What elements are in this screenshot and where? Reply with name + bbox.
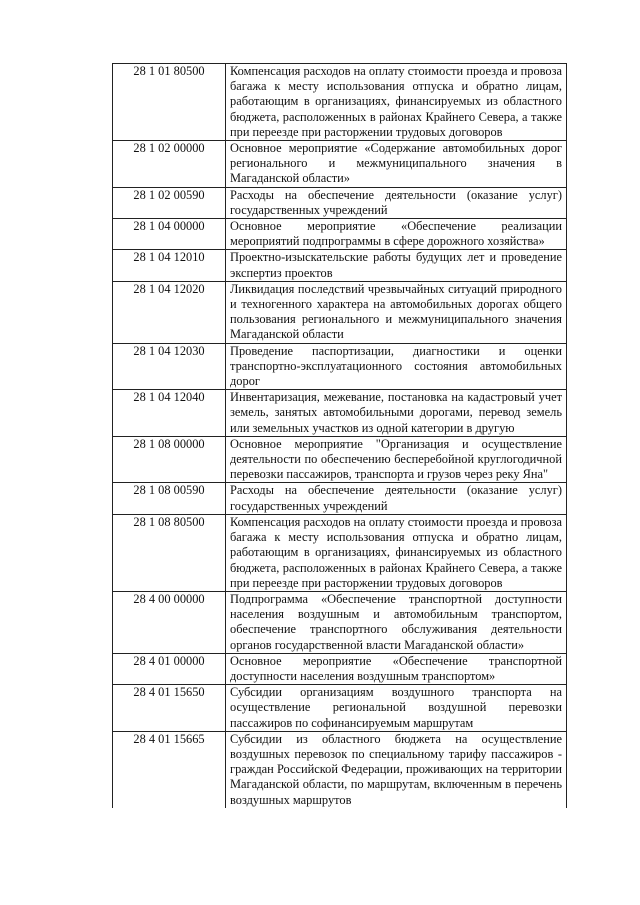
table-row xyxy=(113,514,567,591)
description-cell: Субсидии организациям воздушного транспорта на осуществление региональной воздушной перевозки пассажиров по софинансируемым маршрутам xyxy=(226,685,567,732)
table-row xyxy=(113,731,567,808)
description-cell: Основное мероприятие «Обеспечение реализации мероприятий подпрограммы в сфере дорожного хозяйства» xyxy=(226,219,567,250)
code-cell: 28 1 08 80500 xyxy=(113,514,226,591)
budget-code-table xyxy=(112,63,567,808)
description-cell: Основное мероприятие "Организация и осуществление деятельности по обеспечению бесперебойной круглогодичной перевозки пассажиров, транспорта и грузов через реку Яна" xyxy=(226,436,567,483)
description-cell: Расходы на обеспечение деятельности (оказание услуг) государственных учреждений xyxy=(226,187,567,218)
table-row xyxy=(113,343,567,390)
table-body xyxy=(113,64,567,808)
table-row xyxy=(113,141,567,188)
description-cell: Ликвидация последствий чрезвычайных ситуаций природного и техногенного характера на автомобильных дорогах общего пользования регионального и межмуниципального значения Магаданской области xyxy=(226,281,567,343)
code-cell: 28 1 08 00590 xyxy=(113,483,226,514)
code-cell: 28 4 00 00000 xyxy=(113,591,226,653)
description-cell: Подпрограмма «Обеспечение транспортной доступности населения воздушным и автомобильным транспортом, обеспечение транспортного обслуживания деятельности органов государственной власти Магаданской области» xyxy=(226,591,567,653)
table-row xyxy=(113,281,567,343)
code-cell: 28 1 01 80500 xyxy=(113,64,226,141)
description-cell: Проектно-изыскательские работы будущих лет и проведение экспертиз проектов xyxy=(226,250,567,281)
code-cell: 28 1 04 12020 xyxy=(113,281,226,343)
table-row xyxy=(113,483,567,514)
code-cell: 28 1 04 12030 xyxy=(113,343,226,390)
code-cell: 28 4 01 00000 xyxy=(113,653,226,684)
description-cell: Субсидии из областного бюджета на осуществление воздушных перевозок по специальному тарифу пассажиров - граждан Российской Федерации, проживающих на территории Магаданской области, по маршрутам, включенным в перечень воздушных маршрутов xyxy=(226,731,567,808)
table-row xyxy=(113,390,567,437)
description-cell: Проведение паспортизации, диагностики и оценки транспортно-эксплуатационного состояния автомобильных дорог xyxy=(226,343,567,390)
code-cell: 28 4 01 15665 xyxy=(113,731,226,808)
description-cell: Компенсация расходов на оплату стоимости проезда и провоза багажа к месту использования отпуска и обратно лицам, работающим в организациях, финансируемых из областного бюджета, расположенных в районах Крайнего Севера, а также при переезде при расторжении трудовых договоров xyxy=(226,64,567,141)
code-cell: 28 1 08 00000 xyxy=(113,436,226,483)
code-cell: 28 4 01 15650 xyxy=(113,685,226,732)
table-row xyxy=(113,187,567,218)
table-row xyxy=(113,685,567,732)
code-cell: 28 1 02 00000 xyxy=(113,141,226,188)
description-cell: Инвентаризация, межевание, постановка на кадастровый учет земель, занятых автомобильными дорогами, перевод земель или земельных участков из одной категории в другую xyxy=(226,390,567,437)
code-cell: 28 1 04 12010 xyxy=(113,250,226,281)
table-row xyxy=(113,250,567,281)
table-row xyxy=(113,64,567,141)
description-cell: Расходы на обеспечение деятельности (оказание услуг) государственных учреждений xyxy=(226,483,567,514)
code-cell: 28 1 04 00000 xyxy=(113,219,226,250)
table-row xyxy=(113,653,567,684)
table-row xyxy=(113,219,567,250)
table-row xyxy=(113,591,567,653)
table-row xyxy=(113,436,567,483)
code-cell: 28 1 04 12040 xyxy=(113,390,226,437)
code-cell: 28 1 02 00590 xyxy=(113,187,226,218)
description-cell: Основное мероприятие «Обеспечение транспортной доступности населения воздушным транспортом» xyxy=(226,653,567,684)
description-cell: Компенсация расходов на оплату стоимости проезда и провоза багажа к месту использования отпуска и обратно лицам, работающим в организациях, финансируемых из областного бюджета, расположенных в районах Крайнего Севера, а также при переезде при расторжении трудовых договоров xyxy=(226,514,567,591)
description-cell: Основное мероприятие «Содержание автомобильных дорог регионального и межмуниципального значения в Магаданской области» xyxy=(226,141,567,188)
